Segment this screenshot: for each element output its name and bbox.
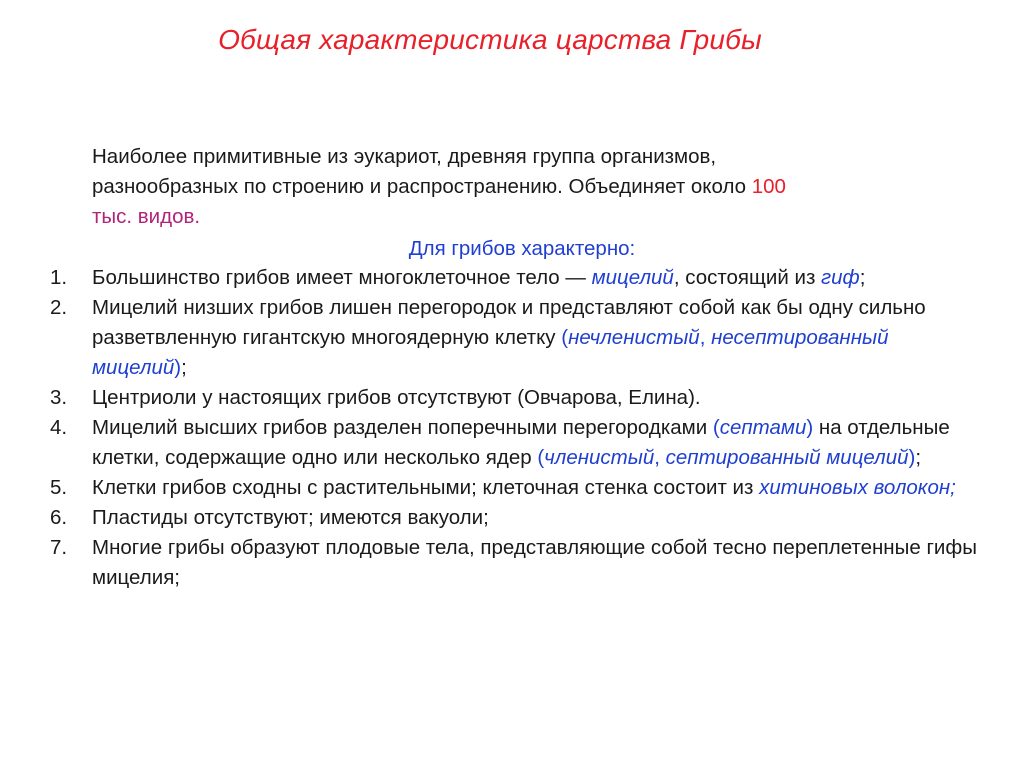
term-mycelium: мицелий (591, 266, 674, 289)
term-septate-mycelium: септированный мицелий (665, 446, 909, 469)
intro-line-1: Наиболее примитивные из эукариот, древняя группа организмов, (92, 145, 717, 168)
paren: ( (537, 446, 545, 469)
paren: ( (561, 326, 569, 349)
species-count: 100 (751, 175, 786, 198)
intro-line-3: тыс. видов. (92, 205, 201, 228)
paren: ) (174, 356, 182, 379)
list-text: на отдельные клетки, содержащие одно или несколько ядер (92, 416, 950, 469)
list-text: ; (915, 446, 922, 469)
term-hyphae: гиф (821, 266, 860, 289)
list-number: 7. (50, 536, 68, 559)
list-number: 5. (50, 476, 68, 499)
term-septa: септами (719, 416, 807, 439)
list-heading: Для грибов характерно: (408, 237, 636, 260)
term-segmented: членистый (544, 446, 655, 469)
intro-line-2: разнообразных по строению и распространению. Объединяет около (92, 175, 752, 198)
list-text: Многие грибы образуют плодовые тела, представляющие собой тесно переплетенные гифы мицелия; (92, 536, 977, 589)
term-nonseptate-mycelium: несептированный мицелий (92, 326, 889, 379)
term-chitin-fibers: хитиновых волокон; (759, 476, 956, 499)
list-text: Пластиды отсутствуют; имеются вакуоли; (92, 506, 489, 529)
list-text: Мицелий высших грибов разделен поперечными перегородками (92, 416, 713, 439)
list-number: 1. (50, 266, 68, 289)
list-text: Клетки грибов сходны с растительными; клеточная стенка состоит из (92, 476, 760, 499)
list-item-4 (50, 413, 980, 473)
list-item-1 (50, 263, 980, 293)
list-number: 4. (50, 416, 68, 439)
list-text: Большинство грибов имеет многоклеточное тело — (92, 266, 592, 289)
list-number: 3. (50, 386, 68, 409)
paren: ) (908, 446, 916, 469)
list-item-2 (50, 293, 980, 383)
term-nonsegmented: нечленистый (568, 326, 700, 349)
list-item-6 (50, 503, 980, 533)
list-text: Мицелий низших грибов лишен перегородок и представляют собой как бы одну сильно разветвленную гигантскую многоядерную клетку (92, 296, 926, 349)
list-text: Центриоли у настоящих грибов отсутствуют (Овчарова, Елина). (92, 386, 701, 409)
list-number: 6. (50, 506, 68, 529)
list-text: ; (181, 356, 187, 379)
comma: , (699, 326, 712, 349)
list-item-3 (50, 383, 980, 413)
characteristics-list (50, 263, 980, 593)
slide-title: Общая характеристика царства Грибы (218, 24, 762, 55)
list-number: 2. (50, 296, 68, 319)
list-item-7 (50, 533, 980, 593)
list-text: ; (859, 266, 866, 289)
intro-paragraph (92, 142, 992, 232)
paren: ( (712, 416, 720, 439)
comma: , (654, 446, 666, 469)
list-text: , состоящий из (673, 266, 822, 289)
list-item-5 (50, 473, 980, 503)
paren: ) (806, 416, 814, 439)
